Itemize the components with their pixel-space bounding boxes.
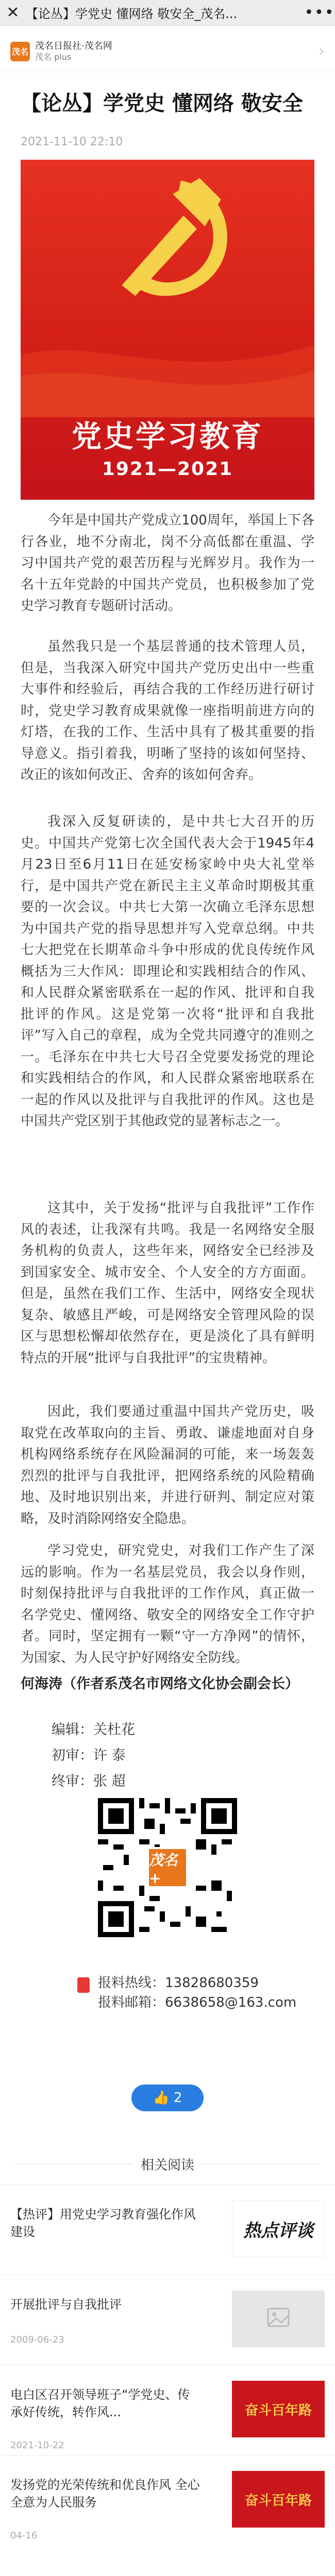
related-thumbnail	[232, 2381, 325, 2437]
related-item-1[interactable]	[0, 2184, 335, 2275]
paragraph-6: 学习党史，研究党史，对我们工作产生了深远的影响。作为一名基层党员，我会以身作则，时刻保持批评与自我批评的工作作风，真正做一名学党史、懂网络、敬安全的网络安全工作守护者。同时，坚定拥有一颗“守一方净网”的情怀，为国家、为人民守护好网络安全防线。	[21, 1543, 314, 1666]
author-signature: 何海涛（作者系茂名市网络文化协会副会长）	[21, 1676, 299, 1692]
related-title: 电白区召开领导班子“学党史、传承好传统，转作风...	[10, 2387, 190, 2419]
related-item-4[interactable]	[0, 2455, 335, 2545]
publisher-logo: 茂名	[10, 42, 30, 61]
thumbnail-text: 热点评谈	[243, 2220, 313, 2241]
top-bar	[0, 0, 335, 26]
article-headline: 【论丛】学党史 懂网络 敬安全	[21, 92, 303, 115]
article-header	[21, 90, 314, 148]
paragraph-3: 我深入反复研读的，是中共七大召开的历史。中国共产党第七次全国代表大会于1945年4月23日至6月11日在延安杨家岭中央大礼堂举行，是中国共产党在新民主主义革命时期极其重要的一次会议。中共七大第一次确立毛泽东思想为中国共产党的指导思想并写入党章总纲。中共七大把党在长期革命斗争中形成的优良传统作风概括为三大作风：即理论和实践相结合的作风、和人民群众紧密联系在一起的作风、批评和自我批评的作风。这是党第一次将“批评和自我批评”写入自己的章程，成为全党共同遵守的准则之一。毛泽东在中共七大号召全党要发扬党的理论和实践相结合的作风，和人民群众紧密地联系在一起的作风以及批评与自我批评的作风。这也是中国共产党区别于其他政党的显著标志之一。	[21, 814, 314, 1129]
related-thumbnail	[232, 2200, 325, 2257]
flag-wave-decoration	[21, 314, 314, 417]
paragraph-4: 这其中，关于发扬“批评与自我批评”工作作风的表述，让我深有共鸣。我是一名网络安全服务机构的负责人，这些年来，网络安全已经涉及到国家安全、城市安全、个人安全的方方面面。但是，虽然在我们工作、生活中，网络安全现状复杂、敏感且严峻，可是网络安全管理风险的误区与思想松懈却依然存在，更是淡化了具有鲜明特点的开展“批评与自我批评”的宝贵精神。	[21, 1200, 314, 1366]
like-button[interactable]	[131, 2084, 204, 2111]
final-review-line: 终审：张 超	[52, 1773, 126, 1789]
publisher-row[interactable]	[0, 31, 335, 72]
paragraph-1: 今年是中国共产党成立100周年，举国上下各行各业，地不分南北，岗不分高低都在重温、学习中国共产党的艰苦历程与光辉岁月。我作为一名十五年党龄的中国共产党员，也积极参加了党史学习教育专题研讨活动。	[21, 513, 314, 614]
related-date: 2021-10-22	[10, 2440, 64, 2451]
editor-line: 编辑：关杜花	[52, 1722, 135, 1738]
banner-image	[21, 160, 314, 500]
thumbs-up-icon: 👍	[153, 2090, 170, 2106]
related-item-3[interactable]	[0, 2365, 335, 2455]
article-date: 2021-11-10 22:10	[21, 135, 123, 148]
paragraph-2: 虽然我只是一个基层普通的技术管理人员，但是，当我深入研究中国共产党历史出中一些重大事件和经验后，再结合我的工作经历进行研讨时，党史学习教育成果就像一座指明前进方向的灯塔，在我的工作、生活中具有了极其重要的指导意义。指引着我，明晰了坚持的该如何坚持、改正的该如何改正、舍弃的该如何舍弃。	[21, 639, 314, 783]
publisher-names	[35, 41, 112, 62]
hotline-text: 报料热线：13828680359	[98, 1975, 259, 1991]
first-review-line: 初审：许 泰	[52, 1748, 126, 1764]
page-title: 【论丛】学党史 懂网络 敬安全_茂名...	[26, 7, 238, 21]
publisher-name: 茂名日报社·茂名网	[35, 41, 112, 52]
banner-title: 党史学习教育	[71, 419, 263, 454]
related-title: 【热评】用党史学习教育强化作风建设	[10, 2207, 196, 2239]
hammer-sickle-emblem	[103, 170, 237, 304]
close-icon[interactable]: ✕	[6, 4, 20, 22]
related-item-2[interactable]	[0, 2275, 335, 2365]
paragraph-5: 因此，我们要通过重温中国共产党历史，吸取党在改革取向的主旨、勇敢、谦虚地面对自身机构网络系统存在风险漏洞的可能，来一场轰轰烈烈的批评与自我批评，把网络系统的风险精确地、及时地识别出来，并进行研判、制定应对策略，及时消除网络安全隐患。	[21, 1404, 314, 1527]
related-date: 2009-06-23	[10, 2334, 64, 2345]
thumbnail-text: 奋斗百年路	[244, 2493, 312, 2509]
related-date: 04-16	[10, 2530, 38, 2541]
thumbnail-text: 奋斗百年路	[244, 2402, 312, 2418]
qr-center-logo: 茂名+	[147, 1847, 188, 1888]
like-count: 2	[173, 2090, 182, 2106]
related-thumbnail	[232, 2471, 325, 2528]
phone-icon	[77, 1977, 90, 1993]
publisher-subname: 茂名 plus	[35, 52, 72, 62]
image-placeholder-icon	[232, 2291, 325, 2347]
related-heading	[0, 2148, 335, 2179]
chevron-right-icon: ›	[319, 42, 325, 60]
email-text: 报料邮箱：6638658@163.com	[98, 1995, 297, 2010]
related-heading-text: 相关阅读	[140, 2157, 194, 2173]
more-options-icon[interactable]: •••	[304, 4, 335, 22]
banner-years: 1921—2021	[102, 459, 233, 480]
contact-info	[98, 1973, 296, 2012]
related-title: 开展批评与自我批评	[10, 2297, 122, 2312]
related-thumbnail	[232, 2291, 325, 2347]
related-title: 发扬党的光荣传统和优良作风 全心全意为人民服务	[10, 2478, 200, 2510]
